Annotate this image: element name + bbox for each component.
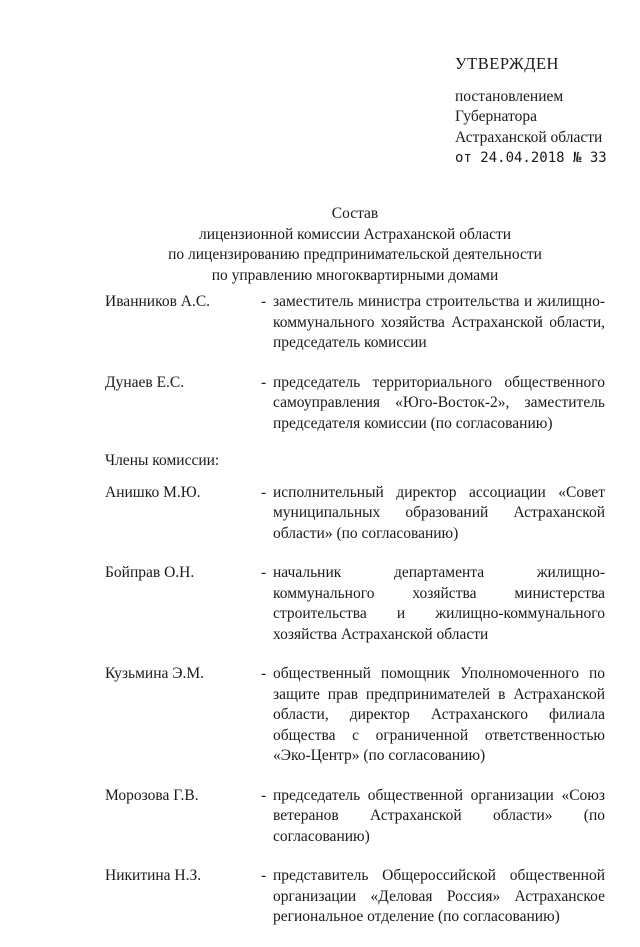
member-name: Иванников А.С. xyxy=(105,293,211,310)
title-line: лицензионной комиссии Астраханской области xyxy=(198,225,512,243)
title-line: Состав xyxy=(331,205,379,222)
approval-heading: УТВЕРЖДЕН xyxy=(455,54,559,73)
member-role: заместитель министра строительства и жилищно-коммунального хозяйства Астраханской области, председатель комиссии xyxy=(273,293,605,351)
approval-block xyxy=(455,54,607,169)
member-row xyxy=(105,664,605,767)
member-row xyxy=(105,866,605,928)
member-dash: - xyxy=(261,564,267,581)
approval-date: от 24.04.2018 № 33 xyxy=(455,150,607,166)
members-heading: Члены комиссии: xyxy=(105,452,220,469)
approval-line: Астраханской области xyxy=(455,128,603,146)
member-row xyxy=(105,483,605,545)
member-dash: - xyxy=(261,293,267,310)
member-dash: - xyxy=(261,786,267,804)
member-dash: - xyxy=(261,373,267,391)
member-row xyxy=(105,373,605,435)
member-row xyxy=(105,786,605,848)
approval-line: Губернатора xyxy=(455,108,537,125)
member-name: Бойправ О.Н. xyxy=(105,564,195,581)
member-name: Анишко М.Ю. xyxy=(105,483,201,501)
member-role: представитель Общероссийской общественной организации «Деловая Россия» Астраханское региональное отделение (по согласованию) xyxy=(273,867,605,925)
member-name: Морозова Г.В. xyxy=(105,786,199,804)
member-row xyxy=(105,292,605,354)
title-line: по лицензированию предпринимательской деятельности xyxy=(168,246,542,263)
member-role: исполнительный директор ассоциации «Совет муниципальных образований Астраханской области» (по согласованию) xyxy=(273,483,605,542)
member-name: Никитина Н.З. xyxy=(105,867,202,884)
member-name: Дунаев Е.С. xyxy=(105,373,185,391)
member-role: председатель территориального общественного самоуправления «Юго-Восток-2», заместитель председателя комиссии (по согласованию) xyxy=(273,373,605,432)
member-dash: - xyxy=(261,665,267,682)
member-dash: - xyxy=(261,483,267,501)
member-role: председатель общественной организации «Союз ветеранов Астраханской области» (по согласованию) xyxy=(273,786,605,845)
member-role: начальник департамента жилищно-коммунального хозяйства министерства строительства и жилищно-коммунального хозяйства Астраханской области xyxy=(273,564,605,643)
document-title xyxy=(0,204,640,286)
approval-line: постановлением xyxy=(455,87,564,105)
member-role: общественный помощник Уполномоченного по защите прав предпринимателей в Астраханской области, директор Астраханского филиала общества с ограниченной ответственностью «Эко-Центр» (по согласованию) xyxy=(273,665,605,764)
commission-list xyxy=(105,292,605,947)
title-line: по управлению многоквартирными домами xyxy=(211,266,499,284)
member-row xyxy=(105,563,605,645)
member-dash: - xyxy=(261,867,267,884)
member-name: Кузьмина Э.М. xyxy=(105,665,205,682)
